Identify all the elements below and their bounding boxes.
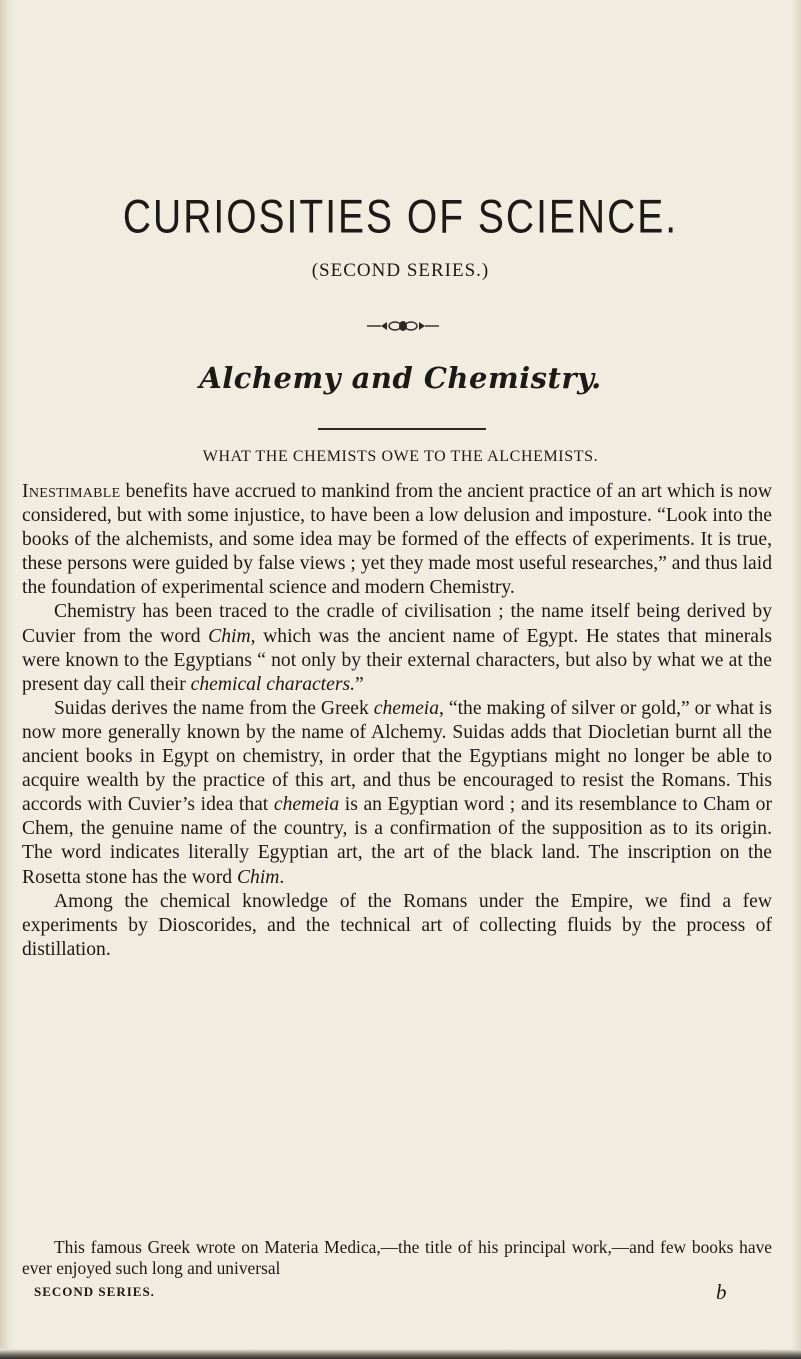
italic-term-chemical-characters: chemical characters.: [190, 673, 355, 695]
paragraph-2-text-a: Chemistry has been traced to the cradle of civilisation ; the name itself being derived by Cuvier from the word: [22, 601, 772, 647]
paragraph-2: [22, 600, 772, 696]
series-label: (SECOND SERIES.): [311, 260, 490, 281]
paragraph-3-text-a: Suidas derives the name from the Greek: [54, 697, 374, 719]
paragraph-3-text-c: is an Egyptian word ; and its resemblance to Cham or Chem, the genuine name of the country, is a confirmation of the supposition as to its origin. The word indicates literally Egyptian art, the art of the black land. The inscription on the Rosetta stone has the word: [22, 794, 772, 888]
paragraph-lead-word: Inestimable: [22, 481, 121, 502]
paragraph-3-text-b: , “the making of silver or gold,” or what is now more generally known by the name of Alchemy. Suidas adds that Diocletian burnt all the ancient books in Egypt on chemistry, in order that the Egyptians might no longer be able to acquire wealth by the practice of this art, and thus be encouraged to resist the Romans. This accords with Cuvier’s idea that: [22, 697, 772, 816]
paragraph-3: [22, 697, 772, 890]
chapter-subheading: WHAT THE CHEMISTS OWE TO THE ALCHEMISTS.: [202, 448, 599, 465]
section-rule: [318, 428, 486, 430]
body-text: [22, 480, 772, 962]
paragraph-4: Among the chemical knowledge of the Romans under the Empire, we find a few experiments by Dioscorides, and the technical art of collecting fluids by the process of distillation.: [22, 890, 772, 960]
paragraph-3-text-d: .: [279, 866, 285, 888]
printer-ornament-icon: [367, 318, 439, 334]
paragraph-2-text-c: ”: [354, 673, 364, 695]
italic-term-chemeia: chemeia: [373, 697, 440, 719]
section-title: Alchemy and Chemistry.: [199, 361, 602, 395]
page-bottom-edge: [0, 1349, 801, 1359]
italic-term-chemeia-2: chemeia: [273, 794, 340, 816]
book-title: CURIOSITIES OF SCIENCE.: [122, 191, 679, 244]
paragraph-1: [22, 480, 772, 600]
paragraph-1-text: benefits have accrued to mankind from the ancient practice of an art which is now considered, but with some injustice, to have been a low delusion and imposture. “Look into the books of the alchemists, and some idea may be formed of the effects of experiments. It is true, these persons were guided by false views ; yet they made most useful researches,” and thus laid the foundation of experimental science and modern Chemistry.: [22, 481, 772, 599]
footnote: This famous Greek wrote on Materia Medica,—the title of his principal work,—and few books have ever enjoyed such long and universal: [22, 1237, 772, 1278]
italic-term-chim: Chim: [208, 625, 251, 647]
signature-label: SECOND SERIES.: [34, 1284, 155, 1299]
signature-mark: b: [716, 1280, 727, 1304]
italic-term-chim-2: Chim: [236, 866, 280, 888]
paragraph-2-text-b: , which was the ancient name of Egypt. He states that minerals were known to the Egyptians “ not only by their external characters, but also by what we at the present day call their: [22, 625, 773, 695]
